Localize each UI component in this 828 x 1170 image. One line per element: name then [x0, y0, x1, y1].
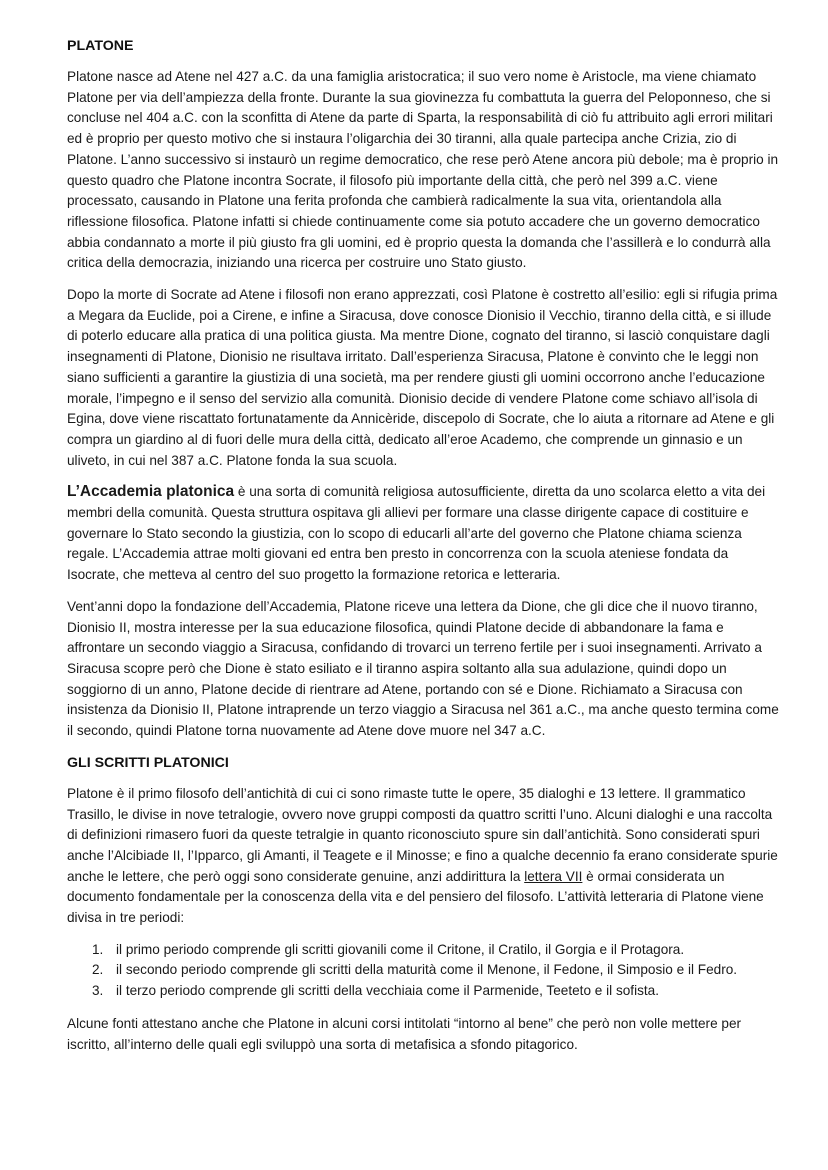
list-text: il primo periodo comprende gli scritti giovanili come il Critone, il Cratilo, il Gorgia e il Protagora. [116, 941, 685, 957]
periods-list [67, 940, 779, 1002]
list-item [92, 940, 779, 961]
list-number: 1. [92, 941, 104, 957]
list-number: 3. [92, 983, 104, 999]
paragraph-exile: Dopo la morte di Socrate ad Atene i filosofi non erano apprezzati, così Platone è costretto all’esilio: egli si rifugia prima a Megara da Euclide, poi a Cirene, e infine a Siracusa, dove conosce Dionisio il Vecchio, tiranno della città, e si illude di poterlo educare alla pratica di una politica giusta. Ma mentre Dione, cognato del tiranno, si lasciò conquistare dagli insegnamenti di Platone, Dionisio ne risultava irritato. Dall’esperienza Siracusa, Platone è convinto che le leggi non siano sufficienti a garantire la giustizia di una società, ma per rendere giusti gli uomini occorrono anche l’educazione morale, l’impegno e il senso del servizio alla comunità. Dionisio decide di vendere Platone come schiavo all’isola di Egina, dove viene riscattato fortunatamente da Annicèride, discepolo di Socrate, che lo aiuta a ritornare ad Atene e gli compra un giardino al di fuori delle mura della città, dedicato all’eroe Academo, che comprende un ginnasio e un uliveto, in cui nel 387 a.C. Platone fonda la sua scuola. [67, 287, 778, 468]
list-number: 2. [92, 962, 104, 978]
paragraph-biography: Platone nasce ad Atene nel 427 a.C. da una famiglia aristocratica; il suo vero nome è Aristocle, ma viene chiamato Platone per via dell’ampiezza della fronte. Durante la sua giovinezza fu combattuta la guerra del Peloponneso, che si concluse nel 404 a.C. con la sconfitta di Atene da parte di Sparta, la responsabilità di ciò fu attribuito agli errori militari ed è proprio per questo motivo che si instaura l’oligarchia dei 30 tiranni, alla quale partecipa anche Crizia, zio di Platone. L’anno successivo si instaurò un regime democratico, che rese però Atene ancora più debole; ma è proprio in questo quadro che Platone incontra Socrate, il filosofo più importante della città, che però nel 399 a.C. viene processato, causando in Platone una ferita profonda che cambierà radicalmente la sua vita, orientandola alla riflessione filosofica. Platone infatti si chiede continuamente come sia potuto accadere che un governo democratico abbia condannato a morte il più giusto fra gli uomini, ed è proprio questa la domanda che l’assillerà e lo condurrà alla critica della democrazia, iniziando una ricerca per costruire uno Stato giusto. [67, 69, 779, 271]
document-page [67, 36, 779, 1066]
academy-lead-term: L’Accademia platonica [67, 483, 235, 501]
paragraph-academy [67, 482, 779, 586]
paragraph-later-travels: Vent’anni dopo la fondazione dell’Accademia, Platone riceve una lettera da Dione, che gli dice che il nuovo tiranno, Dionisio II, mostra interesse per la sua educazione filosofica, quindi Platone decide di abbandonare la fama e affrontare un secondo viaggio a Siracusa, confidando di trovarci un terreno fertile per i suoi insegnamenti. Arrivato a Siracusa scopre però che Dione è stato esiliato e il tiranno aspira soltanto alla sua adulazione, quindi dopo un soggiorno di un anno, Platone decide di rientrare ad Atene, portando con sé e Dione. Richiamato a Siracusa con insistenza da Dionisio II, Platone intraprende un terzo viaggio a Siracusa nel 361 a.C., ma anche questo termina come il secondo, quindi Platone torna nuovamente ad Atene dove muore nel 347 a.C. [67, 598, 779, 739]
list-text: il secondo periodo comprende gli scritti della maturità come il Menone, il Fedone, il Simposio e il Fedro. [116, 962, 738, 978]
paragraph-sources: Alcune fonti attestano anche che Platone in alcuni corsi intitolati “intorno al bene” che però non volle mettere per iscritto, all’interno delle quali egli sviluppò una sorta di metafisica a sfondo pitagorico. [67, 1015, 742, 1052]
writings-text-end: è ormai considerata un documento fondamentale per la conoscenza della vita e del pensiero del filosofo. L’attività letteraria di Platone viene divisa in tre periodi: [67, 868, 764, 926]
section-heading-scritti: GLI SCRITTI PLATONICI [67, 754, 229, 771]
section-heading-platone: PLATONE [67, 38, 134, 54]
list-text: il terzo periodo comprende gli scritti della vecchiaia come il Parmenide, Teeteto e il sofista. [116, 983, 660, 999]
list-item [92, 981, 779, 1002]
paragraph-writings [67, 784, 779, 929]
writings-text-start: Platone è il primo filosofo dell’antichità di cui ci sono rimaste tutte le opere, 35 dialoghi e 13 lettere. Il grammatico Trasillo, le divise in nove tetralogie, ovvero nove gruppi composti da quattro scritti l’uno. Alcuni dialoghi e una raccolta di definizioni rimasero fuori da queste tetralgie in quanto riconosciuto spure sin dall’antichità. Sono considerati spuri anche l’Alcibiade II, l’Ipparco, gli Amanti, il Teagete e il Minosse; e fino a qualche decennio fa erano considerate spurie anche le lettere, che però oggi sono considerate genuine, anzi addirittura la [67, 785, 778, 884]
academy-text: è una sorta di comunità religiosa autosufficiente, diretta da uno scolarca eletto a vita dei membri della comunità. Questa struttura ospitava gli allievi per formare una classe dirigente capace di costituire e governare lo Stato secondo la giustizia, con lo scopo di educarli all’arte del governo che Platone chiama scienza regale. L’Accademia attrae molti giovani ed entra ben presto in concorrenza con la scuola ateniese fondata da Isocrate, che metteva al centro del suo progetto la formazione retorica e letteraria. [67, 484, 766, 583]
list-item [92, 960, 779, 981]
lettera-vii-link[interactable]: lettera VII [524, 868, 583, 884]
